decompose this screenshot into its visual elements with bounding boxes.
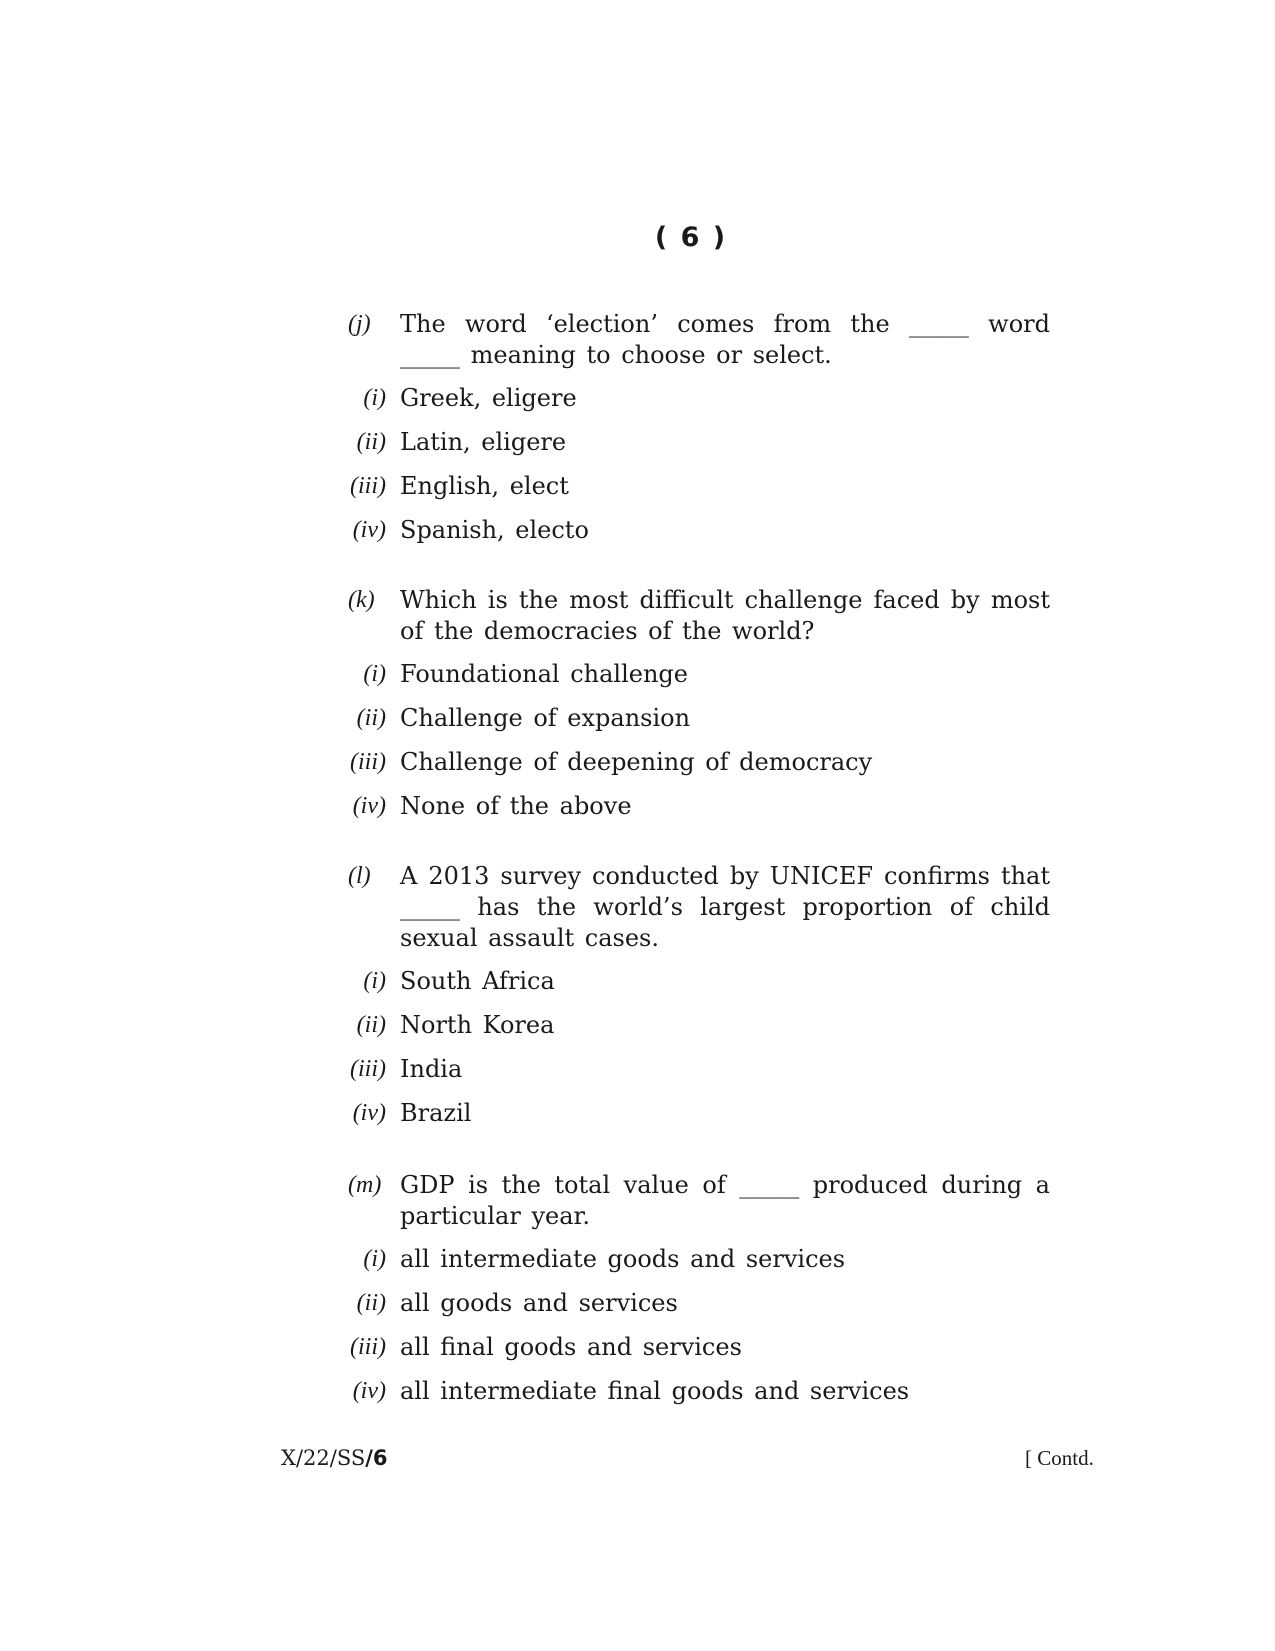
option	[352, 1376, 1050, 1420]
option	[363, 966, 1050, 1010]
option-text: Challenge of deepening of democracy	[400, 748, 873, 776]
options-list	[350, 966, 1050, 1142]
option-label: (iv)	[352, 793, 386, 819]
option-label: (iii)	[350, 1334, 386, 1360]
option-text: Greek, eligere	[400, 384, 577, 412]
options-list	[350, 383, 1050, 559]
option-text: Challenge of expansion	[400, 704, 691, 732]
option-text: Spanish, electo	[400, 516, 589, 544]
option	[352, 791, 1050, 835]
option-label: (iv)	[352, 517, 386, 543]
paper-code-page: /6	[365, 1446, 388, 1470]
footer-contd: [ Contd.	[1025, 1446, 1094, 1470]
option	[356, 1010, 1050, 1054]
option-text: Latin, eligere	[400, 428, 567, 456]
option	[350, 471, 1050, 515]
option-text: all intermediate goods and services	[400, 1245, 846, 1273]
option-text: all final goods and services	[400, 1333, 742, 1361]
option-label: (i)	[363, 1246, 386, 1272]
question-text: GDP is the total value of _____ produced during a particular year.	[400, 1171, 1050, 1230]
option-label: (iii)	[350, 749, 386, 775]
option-label: (iv)	[352, 1100, 386, 1126]
option-text: all goods and services	[400, 1289, 678, 1317]
question-text: A 2013 survey conducted by UNICEF confirms that _____ has the world’s largest proportion of child sexual assault cases.	[400, 862, 1050, 952]
option	[363, 1244, 1050, 1288]
option	[350, 1332, 1050, 1376]
option	[352, 515, 1050, 559]
question-label: (j)	[348, 311, 371, 337]
question-label: (k)	[348, 587, 375, 613]
page-number: ( 6 )	[654, 222, 728, 253]
option-label: (iii)	[350, 1056, 386, 1082]
option	[363, 383, 1050, 427]
option	[350, 1054, 1050, 1098]
question-l	[348, 861, 1050, 1142]
option	[356, 427, 1050, 471]
question-m	[348, 1170, 1050, 1420]
option-label: (iii)	[350, 473, 386, 499]
option-text: India	[400, 1055, 463, 1083]
options-list	[350, 1244, 1050, 1420]
question-text: The word ‘election’ comes from the _____ word _____ meaning to choose or select.	[400, 310, 1050, 369]
option	[350, 747, 1050, 791]
option-label: (ii)	[356, 1290, 386, 1316]
option	[356, 703, 1050, 747]
option-text: North Korea	[400, 1011, 555, 1039]
question-j	[348, 309, 1050, 559]
question-text: Which is the most difficult challenge faced by most of the democracies of the world?	[400, 586, 1050, 645]
option	[352, 1098, 1050, 1142]
option-label: (ii)	[356, 705, 386, 731]
options-list	[350, 659, 1050, 835]
option-label: (i)	[363, 661, 386, 687]
option	[356, 1288, 1050, 1332]
paper-code-prefix: X/22/SS	[281, 1446, 366, 1470]
option-label: (ii)	[356, 1012, 386, 1038]
footer-paper-code	[281, 1446, 388, 1470]
option-text: South Africa	[400, 967, 555, 995]
question-label: (l)	[348, 863, 371, 889]
option-label: (iv)	[352, 1378, 386, 1404]
option	[363, 659, 1050, 703]
option-text: None of the above	[400, 792, 632, 820]
option-text: all intermediate final goods and services	[400, 1377, 910, 1405]
option-label: (i)	[363, 385, 386, 411]
question-k	[348, 585, 1050, 835]
option-text: English, elect	[400, 472, 569, 500]
option-text: Brazil	[400, 1099, 472, 1127]
option-text: Foundational challenge	[400, 660, 688, 688]
question-label: (m)	[348, 1172, 382, 1198]
option-label: (ii)	[356, 429, 386, 455]
option-label: (i)	[363, 968, 386, 994]
